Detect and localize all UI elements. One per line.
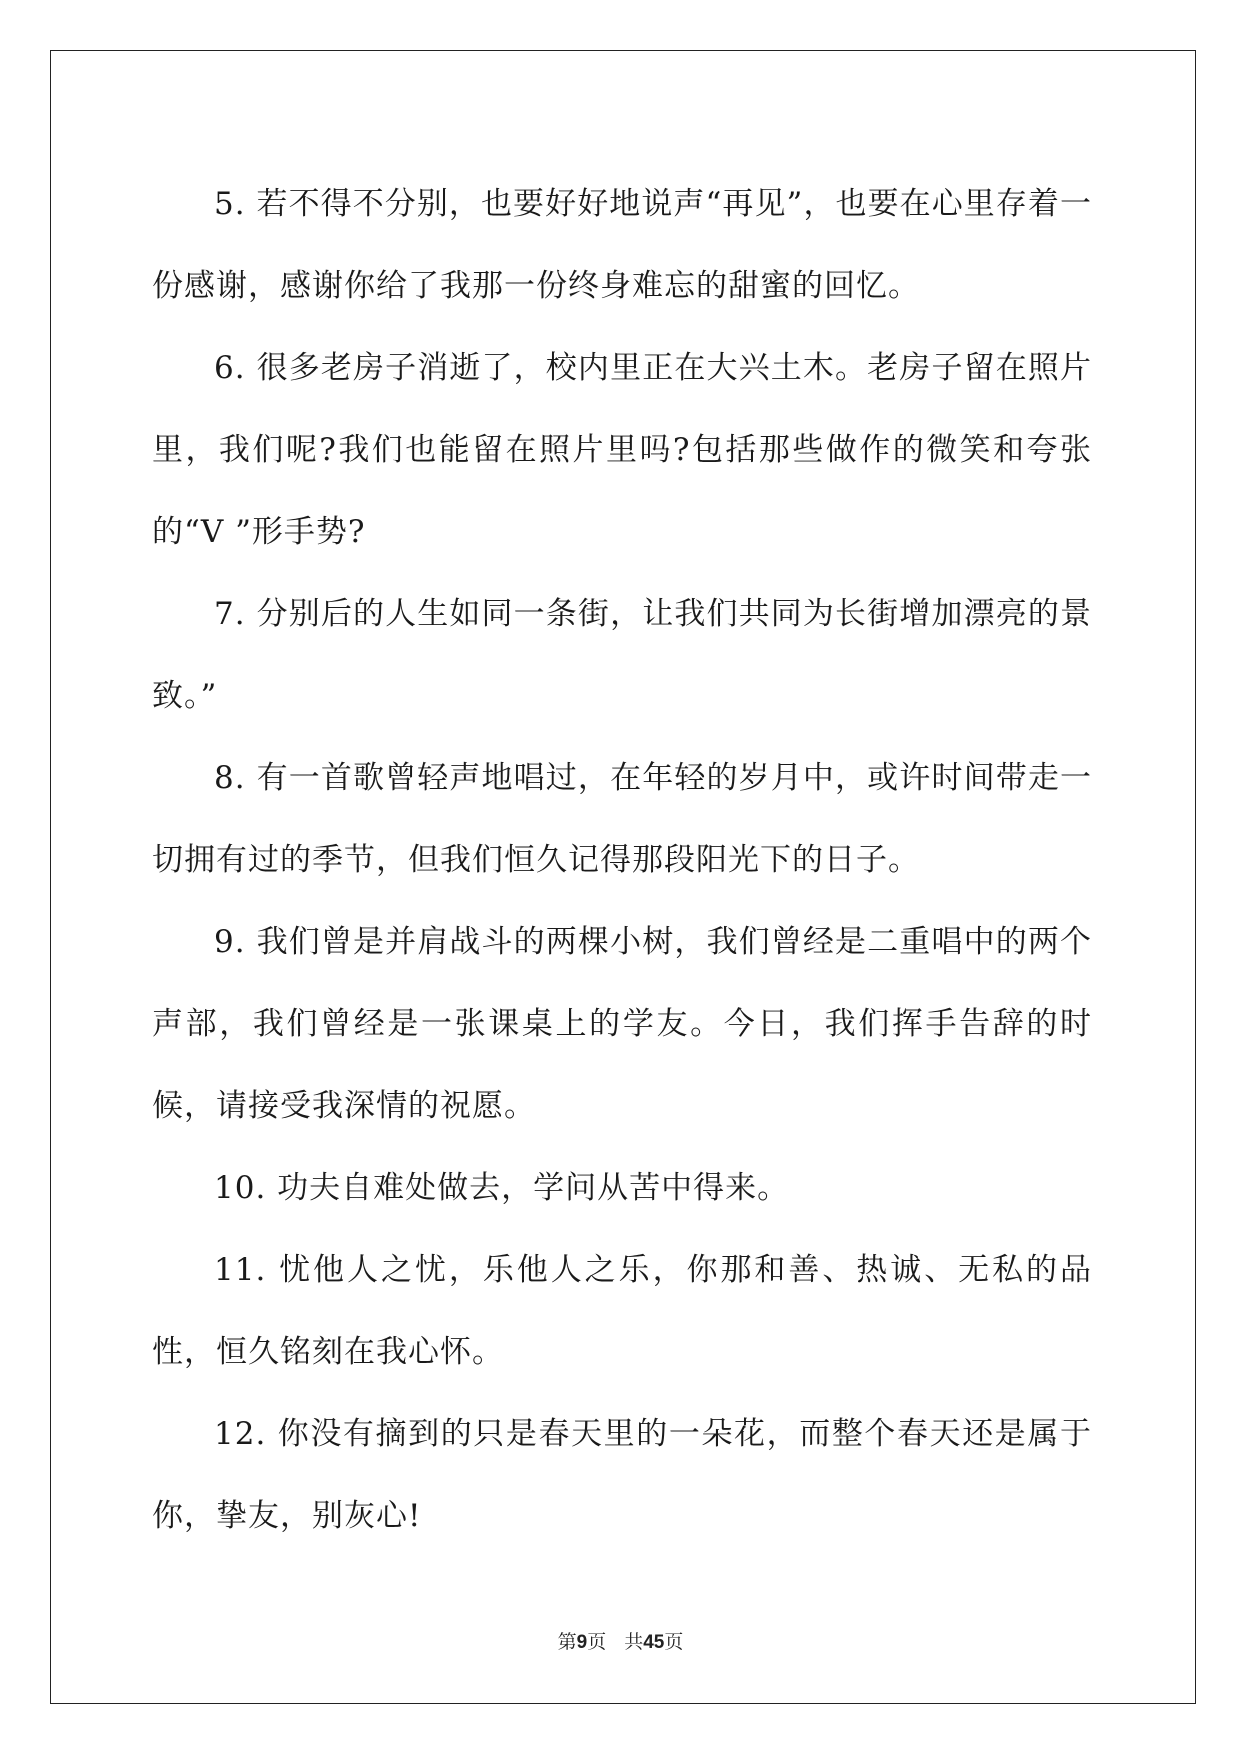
total-suffix: 页 [664,1631,684,1653]
paragraph-5: 5. 若不得不分别，也要好好地说声“再见”，也要在心里存着一份感谢，感谢你给了我那一份终身难忘的甜蜜的回忆。 [152,186,1092,304]
page-footer [0,1627,1241,1654]
paragraph-9: 9. 我们曾是并肩战斗的两棵小树，我们曾经是二重唱中的两个声部，我们曾经是一张课桌上的学友。今日，我们挥手告辞的时候，请接受我深情的祝愿。 [152,924,1092,1124]
paragraph-8: 8. 有一首歌曾轻声地唱过，在年轻的岁月中，或许时间带走一切拥有过的季节，但我们恒久记得那段阳光下的日子。 [152,760,1092,878]
paragraph-10: 10. 功夫自难处做去，学问从苦中得来。 [214,1170,790,1206]
total-pages: 45 [643,1632,665,1653]
paragraph-6: 6. 很多老房子消逝了，校内里正在大兴土木。老房子留在照片里，我们呢?我们也能留在照片里吗?包括那些做作的微笑和夸张的“V ”形手势? [152,350,1092,550]
page-number: 9 [576,1632,588,1653]
paragraph-12: 12. 你没有摘到的只是春天里的一朵花，而整个春天还是属于你，挚友，别灰心! [152,1416,1092,1534]
page-prefix: 第 [557,1631,577,1653]
document-body [152,163,1092,1557]
paragraph-7: 7. 分别后的人生如同一条街，让我们共同为长街增加漂亮的景致。” [152,596,1092,714]
paragraph-11: 11. 忧他人之忧，乐他人之乐，你那和善、热诚、无私的品性，恒久铭刻在我心怀。 [152,1252,1092,1370]
total-prefix: 共 [624,1631,644,1653]
page-suffix: 页 [587,1631,607,1653]
